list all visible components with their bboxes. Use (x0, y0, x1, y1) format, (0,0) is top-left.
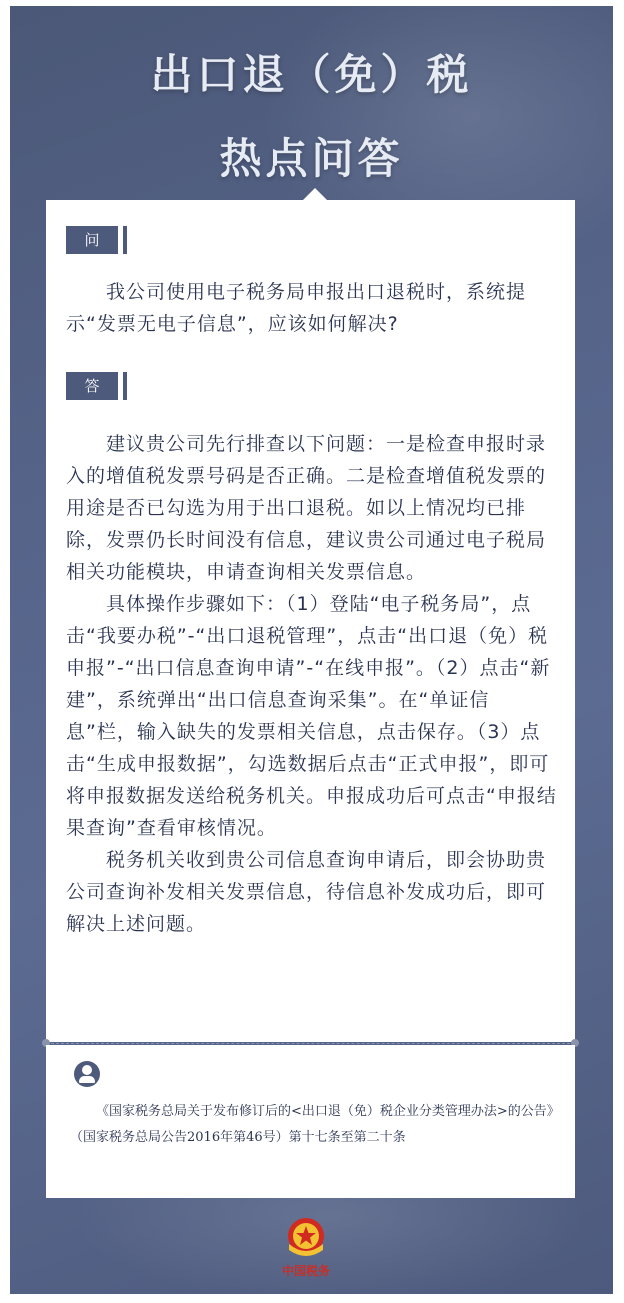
emblem-label: 中国税务 (281, 1264, 330, 1278)
reference-card (46, 1045, 575, 1198)
answer-paragraph: 税务机关收到贵公司信息查询申请后，即会协助贵公司查询补发相关发票信息，待信息补发成功后，即可解决上述问题。 (66, 849, 547, 935)
dashed-divider (46, 1043, 575, 1044)
qa-card (46, 200, 575, 1042)
reference-text: 《国家税务总局关于发布修订后的<出口退（免）税企业分类管理办法>的公告》（国家税务总局公告2016年第46号）第十七条至第二十条 (70, 1104, 554, 1145)
page-title-line1: 出口退（免）税 (150, 50, 473, 99)
person-icon (74, 1061, 100, 1087)
answer-paragraph: 建议贵公司先行排查以下问题：一是检查申报时录入的增值税发票号码是否正确。二是检查增值税发票的用途是否已勾选为用于出口退税。如以上情况均已排除，发票仍长时间没有信息，建议贵公司通过电子税局相关功能模块，申请查询相关发票信息。 (66, 433, 547, 583)
answer-tag: 答 (66, 372, 118, 400)
tax-emblem-icon (283, 1214, 329, 1260)
question-text: 我公司使用电子税务局申报出口退税时，系统提示“发票无电子信息”，应该如何解决? (66, 281, 527, 335)
card-notch (303, 188, 327, 200)
answer-body (66, 428, 558, 940)
question-tag: 问 (66, 226, 118, 254)
answer-paragraph: 具体操作步骤如下：（1）登陆“电子税务局”，点击“我要办税”-“出口退税管理”，点击“出口退（免）税申报”-“出口信息查询申请”-“在线申报”。（2）点击“新建”，系统弹出“出口信息查询采集”。在“单证信息”栏，输入缺失的发票相关信息，点击保存。（3）点击“生成申报数据”，勾选数据后点击“正式申报”，即可将申报数据发送给税务机关。申报成功后可点击“申报结果查询”查看审核情况。 (66, 593, 557, 839)
page-title-line2: 热点问答 (219, 134, 404, 183)
